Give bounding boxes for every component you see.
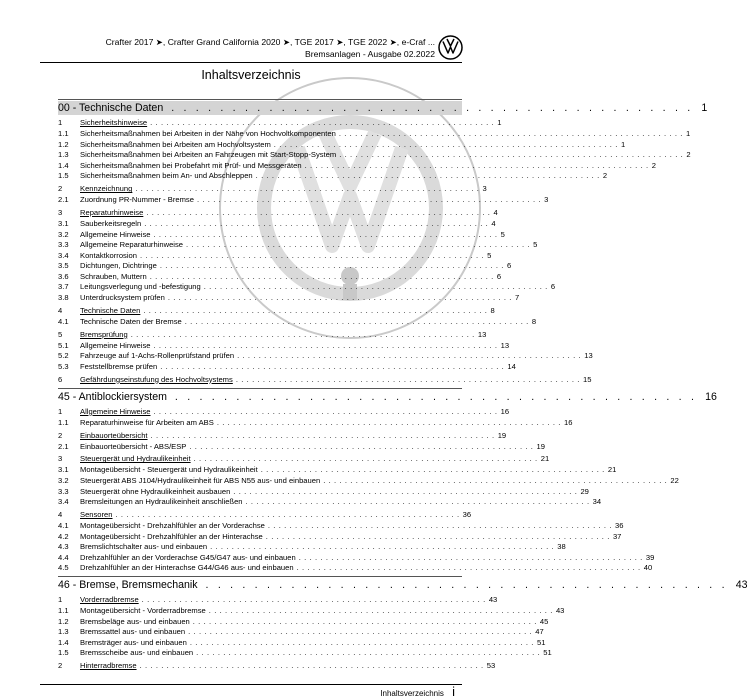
toc-section[interactable] xyxy=(58,329,487,340)
dot-leader: . . . . . . . . . . . . . . . . . . . . . . . . . . . . . . . . . . . . . . . . . . . . . . . . . . . . . . . . . . . . . . . . xyxy=(216,417,561,427)
section-title: Sicherheitsmaßnahmen bei Arbeiten an Fahrzeugen mit Start-Stopp-System xyxy=(80,150,337,160)
dot-leader: . . . . . . . . . . . . . . . . . . . . . . . . . . . . . . . . . . . . . . . . . . . . . . . . . . . . . . . . . . . . . . . . xyxy=(296,563,641,573)
section-title: Gefährdungseinstufung des Hochvoltsystems xyxy=(80,374,233,384)
section-number: 2 xyxy=(58,661,63,671)
section-title: Hinterradbremse xyxy=(80,661,137,671)
toc-chapter xyxy=(58,388,717,573)
chapter-page-number: 1 xyxy=(701,102,708,114)
toc-subsection[interactable] xyxy=(58,282,556,293)
dot-leader: . . . . . . . . . . . . . . . . . . . . . . . . . . . . . . . . . . . . . . . . . . . . . . . . . . . . . . . . . . . . . . . . xyxy=(265,531,610,541)
section-page-number: 5 xyxy=(533,240,538,250)
toc-subsection[interactable] xyxy=(58,552,655,563)
section-title: Schrauben, Muttern xyxy=(80,271,147,281)
dot-leader: . . . . . . . . . . . . . . . . . . . . . . . . . . . . . . . . . . . . . . . . . . . . . . . . . . . . . . . . . . . . . . . . xyxy=(323,475,668,485)
dot-leader: . . . . . . . . . . . . . . . . . . . . . . . . . . . . . . . . . . . . . . . . . . . . . . . . . . . . . . . . . . . . . . . . xyxy=(153,406,498,416)
toc-subsection[interactable] xyxy=(58,486,589,497)
section-number: 1 xyxy=(58,406,63,416)
toc-subsection[interactable] xyxy=(58,441,545,452)
section-number: 3.4 xyxy=(58,497,69,507)
toc-subsection[interactable] xyxy=(58,218,496,229)
dot-leader: . . . . . . . . . . . . . . . . . . . . . . . . . . . . . . . . . . . . . . . . . . . . . . . . . . . . . . . . . . . . . . . . xyxy=(149,271,494,281)
section-page-number: 2 xyxy=(651,160,656,170)
dot-leader: . . . . . . . . . . . . . . . . . . . . . . . . . . . . . . . . . . . . . . . . . . . . . . . . . . . . . . . . . . . . . . . . xyxy=(237,351,582,361)
section-page-number: 51 xyxy=(536,637,546,647)
section-page-number: 36 xyxy=(615,520,624,530)
section-number: 3.3 xyxy=(58,240,69,250)
section-number: 2.1 xyxy=(58,441,69,451)
section-number: 3 xyxy=(58,208,63,218)
section-title: Zuordnung PR-Nummer - Bremse xyxy=(80,195,194,205)
section-page-number: 13 xyxy=(477,329,487,339)
dot-leader: . . . . . . . . . . . . . . . . . . . . . . . . . . . . . . . . . . . . . . . . . . . . . . . . . . . . . . . . . . . . . . . . xyxy=(139,250,485,260)
section-number: 4 xyxy=(58,510,63,520)
section-title: Technische Daten der Bremse xyxy=(80,316,182,326)
toc-subsection[interactable] xyxy=(58,229,505,240)
dot-leader: . . . . . . . . . . . . . . . . . . . . . . . . . . . . . . . . . . . . . . . . . . . . . . . . . . . . . . . . . . . . . . . . xyxy=(235,374,580,384)
dot-leader: . . . . . . . . . . . . . . . . . . . . . . . . . . . . . . . . . . . . . . . . . . . . . . . . . . . . . . . . . . . . . . . . xyxy=(267,520,613,530)
section-page-number: 4 xyxy=(491,218,496,228)
toc-subsection[interactable] xyxy=(58,520,624,531)
toc-subsection[interactable] xyxy=(58,465,617,476)
toc-subsection[interactable] xyxy=(58,316,537,327)
dot-leader: . . . . . . . . . . . . . . . . . . . . . . . . . . . . . . . . . . . . . . . . . . . . . . . . . . . . . . . . . . . . . . . . xyxy=(153,340,498,350)
dot-leader: . . . . . . . . . . . . . . . . . . . . . . . . . . . . . . . . . . . . . . . . . . . . . . . . . . . . . . . . . . . . . . . . xyxy=(273,139,618,149)
section-title: Bremsbeläge aus- und einbauen xyxy=(80,616,190,626)
section-title: Allgemeine Reparaturhinweise xyxy=(80,240,183,250)
section-page-number: 13 xyxy=(500,340,510,350)
dot-leader: . . . . . . . . . . . . . . . . . . . . . . . . . . . . . . . . . . . . . . . . . . . . . . . . . . . . . . . . . . . . . . . . xyxy=(167,293,512,303)
chapter-rule xyxy=(58,576,462,577)
toc-subsection[interactable] xyxy=(58,350,593,361)
dot-leader: . . . . . . . . . . . . . . . . . . . . . . . . . . . . . . . . . . . . . . . . . . . . . . . . . . . . . . . . . . . . . . . . xyxy=(260,465,605,475)
section-page-number: 7 xyxy=(515,293,520,303)
chapter-page-number: 43 xyxy=(735,579,748,592)
section-page-number: 5 xyxy=(487,250,492,260)
dot-leader: . . . . . . . . . . . . . . . . . . . . . . . . . . . . . . . . . . . . . . . . . . . . . . . . . . . . . . . . . . . . . . . . xyxy=(160,361,505,371)
toc-section[interactable] xyxy=(58,453,550,464)
section-title: Leitungsverlegung und -befestigung xyxy=(80,282,201,292)
dot-leader: . . . . . . . . . . . . . . . . . . . . . . . . . . . . . . . . . . . . . . . . . . . . . . . . . . . . . . . . . . . . . . . . xyxy=(184,316,529,326)
section-number: 1.5 xyxy=(58,648,69,658)
toc-subsection[interactable] xyxy=(58,128,691,139)
header-manual-edition: Bremsanlagen - Ausgabe 02.2022 xyxy=(305,49,435,59)
section-number: 5.2 xyxy=(58,351,69,361)
toc-subsection[interactable] xyxy=(58,531,622,542)
header-rule xyxy=(40,62,462,63)
section-title: Steuergerät ABS J104/Hydraulikeinheit für ABS N55 aus- und einbauen xyxy=(80,475,321,485)
section-number: 1.4 xyxy=(58,160,69,170)
dot-leader: . . . . . . . . . . . . . . . . . . . . . . . . . . . . . . . . . . . . . . . . . . . . . . . . . . . . . . . . . . . . . . . . xyxy=(135,184,480,194)
section-page-number: 6 xyxy=(496,271,502,281)
toc-section[interactable] xyxy=(58,305,495,316)
section-number: 5.3 xyxy=(58,361,69,371)
section-number: 1.2 xyxy=(58,139,69,149)
section-title: Reparaturhinweise für Arbeiten am ABS xyxy=(80,417,214,427)
section-page-number: 38 xyxy=(557,542,566,552)
section-page-number: 4 xyxy=(493,208,498,218)
toc-subsection[interactable] xyxy=(58,626,544,637)
dot-leader: . . . . . . . . . . . . . . . . . . . . . . . . . . . . . . . . . . . . . . . . . . . . . . . . . . . . . . . . . . . . . . . . xyxy=(233,486,578,496)
chapter-title: 45 - Antiblockiersystem xyxy=(58,390,167,403)
dot-leader: . . . . . . . . . . . . . . . . . . . . . . . . . . . . . . . . . . . . . . . . . . . xyxy=(174,390,698,403)
chapter-rule xyxy=(58,99,462,100)
section-page-number: 8 xyxy=(490,305,495,315)
toc-subsection[interactable] xyxy=(58,149,691,160)
section-number: 6 xyxy=(58,374,63,384)
section-page-number: 37 xyxy=(612,531,622,541)
section-title: Sensoren xyxy=(80,510,113,520)
section-title: Montageübersicht - Steuergerät und Hydraulikeinheit xyxy=(80,465,258,475)
table-of-contents xyxy=(58,96,748,674)
toc-section[interactable] xyxy=(58,406,510,417)
footer-label: Inhaltsverzeichnis xyxy=(380,689,444,698)
section-page-number: 2 xyxy=(686,150,691,160)
toc-section[interactable] xyxy=(58,207,498,218)
section-title: Drehzahlfühler an der Hinterachse G44/G46 aus- und einbauen xyxy=(80,563,294,573)
section-title: Dichtungen, Dichtringe xyxy=(80,261,157,271)
section-number: 1 xyxy=(58,118,63,128)
page-title: Inhaltsverzeichnis xyxy=(201,68,301,82)
toc-subsection[interactable] xyxy=(58,139,626,150)
section-number: 2 xyxy=(58,184,63,194)
section-title: Reparaturhinweise xyxy=(80,208,144,218)
dot-leader: . . . . . . . . . . . . . . . . . . . . . . . . . . . . . . . . . . . . . . . . . . . . . . . . . . . . . . . . . . . . . . . . xyxy=(186,240,531,250)
section-title: Bremslichtschalter aus- und einbauen xyxy=(80,542,208,552)
section-page-number: 43 xyxy=(488,595,498,605)
section-number: 4.1 xyxy=(58,316,69,326)
section-page-number: 22 xyxy=(670,475,679,485)
toc-chapter xyxy=(58,99,708,385)
toc-section[interactable] xyxy=(58,374,592,385)
section-page-number: 53 xyxy=(486,661,496,671)
section-title: Bremsleitungen an Hydraulikeinheit anschließen xyxy=(80,497,243,507)
section-title: Steuergerät ohne Hydraulikeinheit ausbauen xyxy=(80,486,231,496)
section-title: Allgemeine Hinweise xyxy=(80,229,151,239)
dot-leader: . . . . . . . . . . . . . . . . . . . . . . . . . . . . . . . . . . . . . . . . . . . . . . . . . . . . . . . . . . . . . . . . xyxy=(150,430,495,440)
dot-leader: . . . . . . . . . . . . . . . . . . . . . . . . . . . . . . . . . . . . . . . . . . . . . . . . . . . . . . . . . . . . . . . . xyxy=(339,150,684,160)
section-number: 3.7 xyxy=(58,282,69,292)
section-title: Unterdrucksystem prüfen xyxy=(80,293,165,303)
dot-leader: . . . . . . . . . . . . . . . . . . . . . . . . . . . . . . . . . . . . . . . . . . . . . . . . . . . . . . . . . . . . . . . . xyxy=(245,497,590,507)
dot-leader: . . . . . . . . . . . . . . . . . . . . . . . . . . . . . . . . . . . . . . . . . . . . . . . . . . . . . . . . . . . . . . . . xyxy=(298,552,643,562)
section-title: Bremsprüfung xyxy=(80,329,128,339)
dot-leader: . . . . . . . . . . . . . . . . . . . . . . . . . . . . . . . . . . . . . . . . . . . . . . . . . . . . . . . . . . . . . . . . xyxy=(196,648,541,658)
section-title: Sicherheitsmaßnahmen beim An- und Abschleppen xyxy=(80,171,253,181)
chapter-heading[interactable] xyxy=(58,101,708,115)
toc-subsection[interactable] xyxy=(58,171,608,182)
section-number: 1.1 xyxy=(58,417,69,427)
dot-leader: . . . . . . . . . . . . . . . . . . . . . . . . . . . . . . . . . . . . . . . . . . . . . . . . . . . . . . . . . . . . . . . . xyxy=(192,616,537,626)
dot-leader: . . . . . . . . . . . . . . . . . . . . . . . . . . . . . . . . . . . . . . . . . . . xyxy=(205,579,728,592)
section-page-number: 21 xyxy=(540,454,550,464)
toc-subsection[interactable] xyxy=(58,637,546,648)
toc-subsection[interactable] xyxy=(58,417,573,428)
section-page-number: 8 xyxy=(531,316,537,326)
toc-subsection[interactable] xyxy=(58,605,565,616)
section-number: 4.2 xyxy=(58,531,69,541)
section-page-number: 40 xyxy=(643,563,653,573)
toc-subsection[interactable] xyxy=(58,271,502,282)
section-title: Sicherheitsmaßnahmen bei Arbeiten in der Nähe von Hochvoltkomponenten xyxy=(80,128,336,138)
section-number: 1.3 xyxy=(58,150,69,160)
section-number: 4.3 xyxy=(58,542,69,552)
toc-section[interactable] xyxy=(58,117,502,128)
chapter-heading[interactable] xyxy=(58,578,748,592)
dot-leader: . . . . . . . . . . . . . . . . . . . . . . . . . . . . . . . . . . . . . . . . . . . . . . . . . . . . . . . . . . . . . . . . xyxy=(141,595,486,605)
section-title: Einbauorteübersicht xyxy=(80,430,148,440)
section-number: 1 xyxy=(58,595,63,605)
section-title: Bremssattel aus- und einbauen xyxy=(80,627,186,637)
dot-leader: . . . . . . . . . . . . . . . . . . . . . . . . . . . . . . . . . . . . . . . . . . . . . . . . . . . . . . . . . . . . . . . . xyxy=(193,454,538,464)
dot-leader: . . . . . . . . . . . . . . . . . . . . . . . . . . . . . . . . . . . . . . . . . . . . . . . . . . . . . . . . . . . . . . . . xyxy=(203,282,548,292)
section-title: Fahrzeuge auf 1-Achs-Rollenprüfstand prüfen xyxy=(80,351,235,361)
section-page-number: 13 xyxy=(584,351,593,361)
dot-leader: . . . . . . . . . . . . . . . . . . . . . . . . . . . . . . . . . . . . . . . . . . . . . . . . . . . . . . . . . . . . . . . . xyxy=(304,160,649,170)
section-title: Technische Daten xyxy=(80,305,141,315)
section-page-number: 19 xyxy=(497,430,507,440)
page-footer xyxy=(380,686,455,700)
section-number: 1.1 xyxy=(58,128,69,138)
section-title: Sicherheitsmaßnahmen bei Arbeiten am Hochvoltsystem xyxy=(80,139,271,149)
section-number: 5.1 xyxy=(58,340,69,350)
toc-subsection[interactable] xyxy=(58,616,549,627)
toc-subsection[interactable] xyxy=(58,541,566,552)
section-number: 3.3 xyxy=(58,486,69,496)
dot-leader: . . . . . . . . . . . . . . . . . . . . . . . . . . . . . . . . . . . . . . . . . . . . . . . . . . . . . . . . . . . . . . . . xyxy=(210,542,555,552)
section-page-number: 3 xyxy=(544,195,549,205)
section-title: Kontaktkorrosion xyxy=(80,250,137,260)
section-number: 3.1 xyxy=(58,465,69,475)
footer-page-number: i xyxy=(452,684,455,699)
section-title: Allgemeine Hinweise xyxy=(80,406,151,416)
toc-subsection[interactable] xyxy=(58,261,512,272)
section-page-number: 5 xyxy=(500,229,505,239)
section-number: 5 xyxy=(58,329,63,339)
section-page-number: 16 xyxy=(500,406,510,416)
section-page-number: 6 xyxy=(550,282,556,292)
footer-rule xyxy=(40,684,462,685)
toc-subsection[interactable] xyxy=(58,648,552,659)
section-number: 3.6 xyxy=(58,271,69,281)
dot-leader: . . . . . . . . . . . . . . . . . . . . . . . . . . . . . . . . . . . . . . . . . . . . . . . . . . . . . . . . . . . . . . . . xyxy=(196,195,542,205)
section-title: Drehzahlfühler an der Vorderachse G45/G47 aus- und einbauen xyxy=(80,552,296,562)
dot-leader: . . . . . . . . . . . . . . . . . . . . . . . . . . . . . . . . . . . . . . . . . . . . . . . . . . . . . . . . . . . . . . . . xyxy=(143,305,488,315)
section-title: Sauberkeitsregeln xyxy=(80,218,142,228)
section-page-number: 45 xyxy=(539,616,549,626)
section-number: 1.1 xyxy=(58,606,69,616)
toc-section[interactable] xyxy=(58,509,472,520)
section-page-number: 19 xyxy=(536,441,545,451)
section-page-number: 36 xyxy=(462,510,472,520)
chapter-heading[interactable] xyxy=(58,390,717,404)
vw-logo-icon xyxy=(438,35,463,60)
section-number: 1.3 xyxy=(58,627,69,637)
toc-section[interactable] xyxy=(58,183,487,194)
dot-leader: . . . . . . . . . . . . . . . . . . . . . . . . . . . . . . . . . . . . . . . . . . . . . . . . . . . . . . . . . . . . . . . . xyxy=(139,661,484,671)
section-number: 4.4 xyxy=(58,552,69,562)
section-title: Bremsträger aus- und einbauen xyxy=(80,637,187,647)
chapter-title: 46 - Bremse, Bremsmechanik xyxy=(58,579,198,592)
toc-subsection[interactable] xyxy=(58,340,510,351)
toc-subsection[interactable] xyxy=(58,239,538,250)
toc-subsection[interactable] xyxy=(58,194,549,205)
dot-leader: . . . . . . . . . . . . . . . . . . . . . . . . . . . . . . . . . . . . . . . . . . . . . . . . . . . . . . . . . . . . . . . . xyxy=(150,118,495,128)
section-number: 1.4 xyxy=(58,637,69,647)
chapter-page-number: 16 xyxy=(705,390,717,403)
dot-leader: . . . . . . . . . . . . . . . . . . . . . . . . . . . . . . . . . . . . . . . . . . . . . . . . . . . . . . . . . . . . . . . . xyxy=(255,171,600,181)
toc-subsection[interactable] xyxy=(58,496,602,507)
section-number: 3.8 xyxy=(58,293,69,303)
dot-leader: . . . . . . . . . . . . . . . . . . . . . . . . . . . . . . . . . . . . . . . . . . . . . . . . . . . . . . . . . . . . . . . . xyxy=(189,637,534,647)
section-number: 3.5 xyxy=(58,261,69,271)
section-title: Montageübersicht - Vorderradbremse xyxy=(80,606,206,616)
section-title: Bremsscheibe aus- und einbauen xyxy=(80,648,194,658)
section-number: 2 xyxy=(58,430,63,440)
section-title: Vorderradbremse xyxy=(80,595,139,605)
section-number: 3 xyxy=(58,454,63,464)
section-page-number: 51 xyxy=(543,648,552,658)
section-page-number: 47 xyxy=(535,627,544,637)
header-vehicle-models: Crafter 2017 ➤, Crafter Grand California 2020 ➤, TGE 2017 ➤, TGE 2022 ➤, e-Craf ... xyxy=(105,37,435,47)
dot-leader: . . . . . . . . . . . . . . . . . . . . . . . . . . . . . . . . . . . . . . . . . . . . . . . . . . . . . . . . . . . . . . . . xyxy=(146,208,491,218)
section-title: Montageübersicht - Drehzahlfühler an der Vorderachse xyxy=(80,520,265,530)
section-number: 3.4 xyxy=(58,250,69,260)
section-page-number: 29 xyxy=(580,486,589,496)
toc-section[interactable] xyxy=(58,660,496,671)
section-number: 3.2 xyxy=(58,475,69,485)
toc-subsection[interactable] xyxy=(58,250,492,261)
section-page-number: 6 xyxy=(506,261,512,271)
section-page-number: 15 xyxy=(582,374,592,384)
section-title: Allgemeine Hinweise xyxy=(80,340,151,350)
section-number: 4.1 xyxy=(58,520,69,530)
toc-subsection[interactable] xyxy=(58,475,679,486)
dot-leader: . . . . . . . . . . . . . . . . . . . . . . . . . . . . . . . . . . . . . . . . . . . . . . . . . . . . . . . . . . . . . . . . xyxy=(115,510,460,520)
section-page-number: 14 xyxy=(507,361,516,371)
section-title: Steuergerät und Hydraulikeinheit xyxy=(80,454,191,464)
section-page-number: 1 xyxy=(620,139,626,149)
dot-leader: . . . . . . . . . . . . . . . . . . . . . . . . . . . . . . . . . . . . . . . . . . . . . . . . . . . . . . . . . . . . . . . . xyxy=(144,218,489,228)
section-number: 2.1 xyxy=(58,195,69,205)
dot-leader: . . . . . . . . . . . . . . . . . . . . . . . . . . . . . . . . . . . . . . . . . . . . . . . . . . . . . . . . . . . . . . . . xyxy=(188,627,533,637)
section-number: 4 xyxy=(58,305,63,315)
toc-section[interactable] xyxy=(58,594,498,605)
toc-chapter xyxy=(58,576,748,671)
section-title: Montageübersicht - Drehzahlfühler an der Hinterachse xyxy=(80,531,263,541)
dot-leader: . . . . . . . . . . . . . . . . . . . . . . . . . . . . . . . . . . . . . . . . . . . . . . . . . . . . . . . . . . . . . . . . xyxy=(189,441,534,451)
section-page-number: 1 xyxy=(497,118,502,128)
dot-leader: . . . . . . . . . . . . . . . . . . . . . . . . . . . . . . . . . . . . . . . . . . . . . . . . . . . . . . . . . . . . . . . . xyxy=(159,261,504,271)
toc-subsection[interactable] xyxy=(58,361,516,372)
section-page-number: 2 xyxy=(602,171,608,181)
section-page-number: 16 xyxy=(563,417,573,427)
section-title: Sicherheitsmaßnahmen bei Probefahrt mit Prüf- und Messgeräten xyxy=(80,160,302,170)
dot-leader: . . . . . . . . . . . . . . . . . . . . . . . . . . . . . . . . . . . . . . . . . . . . . . . . . . . . . . . . . . . . . . . . xyxy=(153,229,498,239)
section-page-number: 43 xyxy=(555,606,565,616)
section-page-number: 39 xyxy=(645,552,655,562)
chapter-rule xyxy=(58,388,462,389)
dot-leader: . . . . . . . . . . . . . . . . . . . . . . . . . . . . . . . . . . . . . . . . . . . . . . . . . . . . . . . . . . . . . . . . xyxy=(208,606,553,616)
toc-section[interactable] xyxy=(58,430,507,441)
section-page-number: 21 xyxy=(607,465,617,475)
toc-subsection[interactable] xyxy=(58,292,520,303)
dot-leader: . . . . . . . . . . . . . . . . . . . . . . . . . . . . . . . . . . . . . . . . . . . xyxy=(171,102,694,114)
section-number: 3.2 xyxy=(58,229,69,239)
section-title: Feststellbremse prüfen xyxy=(80,361,158,371)
section-number: 1.5 xyxy=(58,171,69,181)
toc-subsection[interactable] xyxy=(58,160,656,171)
section-title: Kennzeichnung xyxy=(80,184,133,194)
chapter-title: 00 - Technische Daten xyxy=(58,102,164,114)
section-number: 3.1 xyxy=(58,218,69,228)
dot-leader: . . . . . . . . . . . . . . . . . . . . . . . . . . . . . . . . . . . . . . . . . . . . . . . . . . . . . . . . . . . . . . . . xyxy=(338,128,683,138)
section-page-number: 3 xyxy=(482,184,487,194)
toc-subsection[interactable] xyxy=(58,563,653,574)
dot-leader: . . . . . . . . . . . . . . . . . . . . . . . . . . . . . . . . . . . . . . . . . . . . . . . . . . . . . . . . . . . . . . . . xyxy=(130,329,475,339)
section-title: Sicherheitshinweise xyxy=(80,118,148,128)
section-number: 4.5 xyxy=(58,563,69,573)
document-header xyxy=(40,36,435,60)
section-page-number: 1 xyxy=(685,128,691,138)
section-title: Einbauorteübersicht - ABS/ESP xyxy=(80,441,187,451)
section-number: 1.2 xyxy=(58,616,69,626)
section-page-number: 34 xyxy=(592,497,602,507)
